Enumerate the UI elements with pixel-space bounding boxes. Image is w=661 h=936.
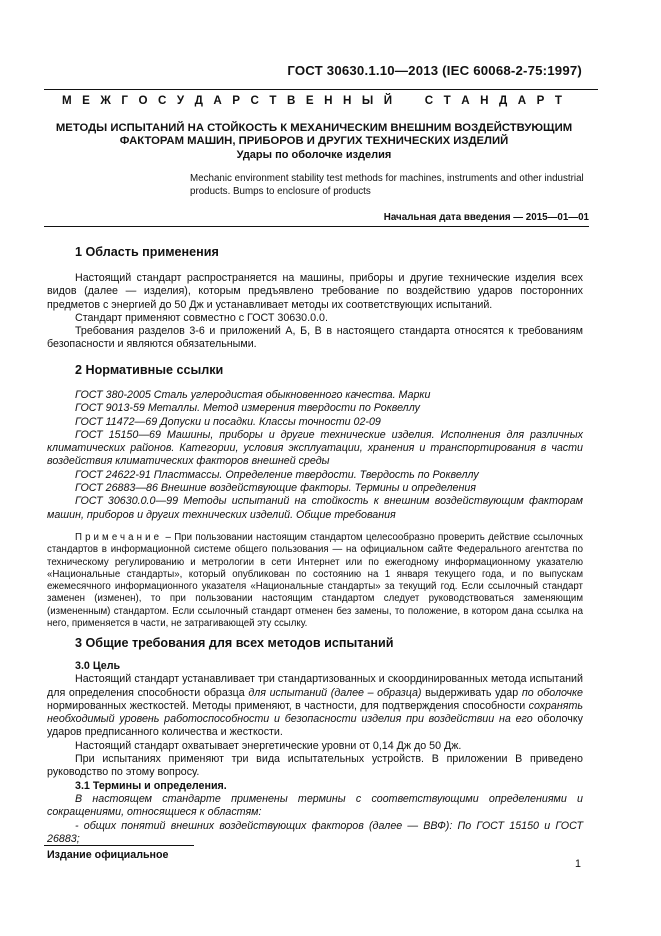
- reference-item: ГОСТ 9013-59 Металлы. Метод измерения твердости по Роквеллу: [75, 402, 420, 415]
- title-line-2: ФАКТОРАМ МАШИН, ПРИБОРОВ И ДРУГИХ ТЕХНИЧЕСКИХ ИЗДЕЛИЙ: [119, 135, 509, 148]
- interstate-letters: М Е Ж Г О С У Д А Р С Т В Е Н Н Ы Й С Т А Н Д А Р Т: [62, 94, 562, 107]
- english-title: Mechanic environment stability test methods for machines, instruments and other industrial products. Bumps to enclosure of products: [190, 173, 584, 197]
- references-note: [47, 532, 583, 630]
- terms-intro: В настоящем стандарте применены термины с соответствующими определениями и сокращениями, относящиеся к областям:: [47, 792, 583, 819]
- note-text: – При пользовании настоящим стандартом целесообразно проверить действие ссылочных стандартов в информационной системе общего пользования — на официальном сайте Федерального агентства по техническому регулированию и метрологии в сети Интернет или по ежегодному информационному указателю «Национальные стандарты», который опубликован по состоянию на 1 января текущего года, и по выпускам ежемесячного информационного указателя «Национальные стандарты» за текущий год. Если ссылочный стандарт заменен (изменен), то при пользовании настоящим стандартом следует руководствоваться заменяющим (измененным) стандартом. Если ссылочный стандарт отменен без замены, то положение, в котором дана ссылка на него, применяется в части, не затрагивающей эту ссылку.: [47, 532, 583, 630]
- goal-text-c-italic: сохранять необходимый уровень работоспособности и безопасности изделия при воздействии на его: [47, 699, 583, 726]
- intro-date: Начальная дата введения — 2015—01—01: [383, 212, 589, 223]
- reference-item: ГОСТ 380-2005 Сталь углеродистая обыкновенного качества. Марки: [75, 389, 431, 401]
- title-subtitle: Удары по оболочке изделия: [236, 148, 392, 161]
- subsection-goal-heading: 3.0 Цель: [75, 660, 121, 672]
- goal-text-b: выдерживать удар: [421, 686, 522, 699]
- goal-paragraph: [47, 673, 583, 739]
- reference-item: ГОСТ 15150—69 Машины, приборы и другие технические изделия. Исполнения для различных климатических районов. Категории, условия эксплуатации, хранения и транспортирования в части воздействия климатических факторов внешней среды: [47, 428, 583, 468]
- date-rule: [44, 226, 589, 227]
- standard-code: ГОСТ 30630.1.10—2013 (IEC 60068-2-75:1997): [287, 63, 582, 78]
- edition-label: Издание официальное: [47, 849, 169, 861]
- footer-rule: [44, 845, 194, 846]
- devices-paragraph: При испытаниях применяют три вида испытательных устройств. В приложении В приведено руководство по этому вопросу.: [47, 753, 583, 779]
- section-1-para-1: Настоящий стандарт распространяется на машины, приборы и другие технические изделия всех видов (далее — изделия), которым предъявлено требование по воздействию ударов посторонних предметов с энергией до 50 Дж и устанавливает методы их соответствующих испытаний.: [47, 272, 583, 311]
- section-1-para-2: Стандарт применяют совместно с ГОСТ 30630.0.0.: [75, 311, 328, 324]
- section-1-para-3: Требования разделов 3-6 и приложений А, Б, В в настоящего стандарта относятся к требованиям безопасности и являются обязательными.: [47, 325, 583, 351]
- reference-item: ГОСТ 11472—69 Допуски и посадки. Классы точности 02-09: [75, 415, 381, 428]
- header-rule: [44, 89, 598, 90]
- reference-item: ГОСТ 30630.0.0—99 Методы испытаний на стойкость к внешним воздействующим факторам машин, приборов и других технических изделий. Общие требования: [47, 495, 583, 521]
- section-1-body: [47, 272, 583, 352]
- goal-text-b-italic: по оболочке: [521, 686, 583, 699]
- section-2-heading: 2 Нормативные ссылки: [75, 363, 224, 377]
- goal-text-a-italic: для испытаний (далее – образца): [248, 686, 422, 699]
- reference-item: ГОСТ 24622-91 Пластмассы. Определение твердости. Твердость по Роквеллу: [75, 468, 479, 481]
- references-list: [47, 389, 583, 522]
- goal-text-d: оболочку ударов предписанного количества и жесткости.: [47, 713, 583, 739]
- interstate-standard-label: [62, 94, 562, 107]
- document-title: [44, 122, 584, 162]
- section-3-heading: 3 Общие требования для всех методов испытаний: [75, 636, 394, 650]
- terms-item: - общих понятий внешних воздействующих факторов (далее — ВВФ): По ГОСТ 15150 и ГОСТ 26883;: [47, 819, 583, 845]
- subsection-terms-heading: 3.1 Термины и определения.: [75, 779, 227, 792]
- reference-item: ГОСТ 26883—86 Внешние воздействующие факторы. Термины и определения: [75, 482, 477, 495]
- title-line-1: МЕТОДЫ ИСПЫТАНИЙ НА СТОЙКОСТЬ К МЕХАНИЧЕСКИМ ВНЕШНИМ ВОЗДЕЙСТВУЮЩИМ: [55, 122, 573, 134]
- page-number: 1: [575, 858, 581, 870]
- section-1-heading: 1 Область применения: [75, 245, 219, 259]
- section-3-body: [47, 660, 583, 846]
- goal-text-a: Настоящий стандарт устанавливает три стандартизованных и скоординированных метода испытаний для определения способности образца: [47, 673, 583, 699]
- goal-text-c: нормированных жесткостей. Методы применяют, в частности, для подтверждения способности: [47, 699, 529, 712]
- note-label: Примечание: [75, 532, 163, 543]
- energy-paragraph: Настоящий стандарт охватывает энергетические уровни от 0,14 Дж до 50 Дж.: [75, 739, 462, 752]
